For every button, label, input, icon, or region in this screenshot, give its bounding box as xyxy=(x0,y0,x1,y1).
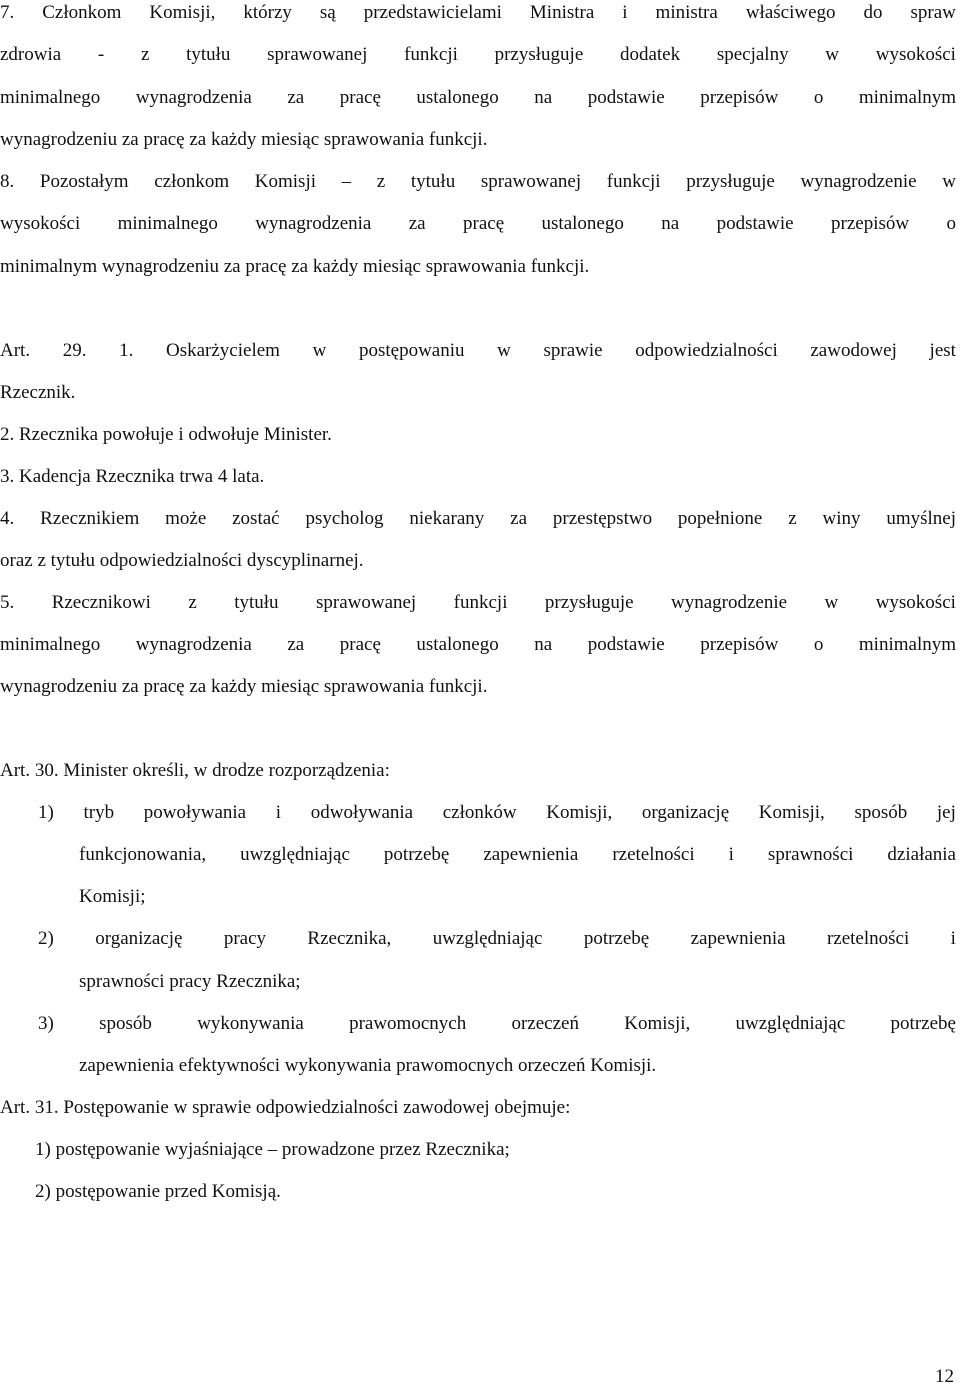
word: przedstawicielami xyxy=(363,2,502,23)
list-item: 1) postępowanie wyjaśniające – prowadzone przez Rzecznika; xyxy=(35,1139,510,1160)
word: – xyxy=(341,171,352,192)
word: jest xyxy=(929,340,956,361)
word: odpowiedzialności xyxy=(635,340,778,361)
word: ustalonego xyxy=(416,634,499,655)
word: są xyxy=(319,2,336,23)
word: przysługuje xyxy=(544,592,634,613)
word: wysokości xyxy=(875,44,956,65)
text-line: 2. Rzecznika powołuje i odwołuje Minister. xyxy=(0,424,332,445)
word: podstawie xyxy=(587,87,665,108)
word: postępowaniu xyxy=(358,340,465,361)
word: spraw xyxy=(910,2,956,23)
word: 8. xyxy=(0,171,15,192)
word: sprawie xyxy=(543,340,603,361)
word: funkcji xyxy=(606,171,661,192)
word: uwzględniając xyxy=(735,1013,846,1034)
word: 4. xyxy=(0,508,15,529)
word: pracę xyxy=(463,213,505,234)
word: psycholog xyxy=(305,508,384,529)
word: Rzecznikiem xyxy=(40,508,140,529)
word: sposób xyxy=(854,802,908,823)
word: Oskarżycielem xyxy=(166,340,280,361)
word: w xyxy=(825,44,840,65)
word: uwzględniając xyxy=(432,928,543,949)
word: minimalnym xyxy=(858,87,956,108)
word: winy xyxy=(822,508,861,529)
word: o xyxy=(813,634,824,655)
word: w xyxy=(497,340,511,361)
word: sprawowanej xyxy=(480,171,582,192)
word: tytułu xyxy=(410,171,456,192)
word: sprawności xyxy=(767,844,854,865)
word: Członkom xyxy=(42,2,122,23)
word: minimalnego xyxy=(117,213,218,234)
word: o xyxy=(813,87,824,108)
text-line: Rzecznik. xyxy=(0,382,76,403)
word: może xyxy=(165,508,207,529)
word: z xyxy=(140,44,150,65)
word: funkcji xyxy=(404,44,458,65)
word: wynagrodzenia xyxy=(135,87,252,108)
word: Rzecznika, xyxy=(307,928,392,949)
word: i xyxy=(275,802,282,823)
word: wynagrodzenie xyxy=(800,171,917,192)
word: właściwego xyxy=(745,2,836,23)
word: niekarany xyxy=(409,508,485,529)
word: potrzebę xyxy=(583,928,650,949)
word: 3) xyxy=(38,1013,54,1034)
word: na xyxy=(534,87,553,108)
word: Komisji, xyxy=(624,1013,691,1034)
word: Komisji, xyxy=(546,802,613,823)
list-item xyxy=(38,928,956,950)
word: uwzględniając xyxy=(240,844,350,865)
word: odwoływania xyxy=(310,802,414,823)
word: rzetelności xyxy=(612,844,695,865)
word: sposób xyxy=(99,1013,152,1034)
text-line: Komisji; xyxy=(79,886,146,907)
word: wysokości xyxy=(875,592,956,613)
word: umyślnej xyxy=(886,508,956,529)
word: zapewnienia xyxy=(483,844,579,865)
word: członkom xyxy=(154,171,230,192)
text-line xyxy=(0,171,956,193)
word: wynagrodzenia xyxy=(255,213,372,234)
word: przepisów xyxy=(700,634,779,655)
word: i xyxy=(622,2,628,23)
text-line xyxy=(0,592,956,614)
word: zostać xyxy=(232,508,280,529)
word: za xyxy=(408,213,426,234)
word: organizację xyxy=(641,802,730,823)
word: sprawowanej xyxy=(315,592,417,613)
word: ministra xyxy=(655,2,718,23)
word: organizację xyxy=(95,928,183,949)
text-line xyxy=(79,844,956,866)
word: minimalnego xyxy=(0,87,101,108)
word: w xyxy=(942,171,956,192)
word: Komisji xyxy=(254,171,317,192)
word: przepisów xyxy=(831,213,910,234)
word: za xyxy=(287,634,305,655)
word: potrzebę xyxy=(890,1013,956,1034)
word: pracy xyxy=(223,928,267,949)
word: członków xyxy=(442,802,517,823)
word: popełnione xyxy=(677,508,763,529)
word: podstawie xyxy=(587,634,665,655)
text-line xyxy=(0,2,956,24)
word: pracę xyxy=(339,87,381,108)
word: ustalonego xyxy=(541,213,624,234)
word: 2) xyxy=(38,928,54,949)
word: zdrowia xyxy=(0,44,62,65)
text-line: sprawności pracy Rzecznika; xyxy=(79,971,301,992)
word: przepisów xyxy=(700,87,779,108)
word: do xyxy=(863,2,883,23)
word: i xyxy=(728,844,734,865)
word: 7. xyxy=(0,2,15,23)
list-item xyxy=(38,802,956,824)
article-31-heading: Art. 31. Postępowanie w sprawie odpowiedzialności zawodowej obejmuje: xyxy=(0,1097,571,1118)
word: orzeczeń xyxy=(511,1013,579,1034)
word: przysługuje xyxy=(686,171,775,192)
word: z xyxy=(376,171,386,192)
word: rzetelności xyxy=(826,928,910,949)
word: tytułu xyxy=(234,592,279,613)
word: funkcjonowania, xyxy=(79,844,207,865)
word: 5. xyxy=(0,592,15,613)
word: przestępstwo xyxy=(552,508,653,529)
word: wynagrodzenia xyxy=(135,634,252,655)
word: w xyxy=(824,592,839,613)
word: pracę xyxy=(339,634,381,655)
text-line xyxy=(0,213,956,235)
word: tryb xyxy=(83,802,115,823)
text-line: wynagrodzeniu za pracę za każdy miesiąc sprawowania funkcji. xyxy=(0,129,488,150)
text-line xyxy=(0,87,956,109)
word: w xyxy=(312,340,327,361)
word: o xyxy=(946,213,956,234)
word: minimalnym xyxy=(858,634,956,655)
word: prawomocnych xyxy=(349,1013,467,1034)
text-line: wynagrodzeniu za pracę za każdy miesiąc sprawowania funkcji. xyxy=(0,676,488,697)
word: zapewnienia xyxy=(690,928,786,949)
word: Pozostałym xyxy=(39,171,129,192)
word: na xyxy=(534,634,553,655)
text-line: zapewnienia efektywności wykonywania prawomocnych orzeczeń Komisji. xyxy=(79,1055,657,1076)
word: jej xyxy=(936,802,956,823)
word: z xyxy=(788,508,797,529)
list-item xyxy=(38,1013,956,1035)
word: 1. xyxy=(119,340,134,361)
word: na xyxy=(661,213,680,234)
word: i xyxy=(950,928,956,949)
word: powoływania xyxy=(143,802,247,823)
article-29-heading xyxy=(0,340,956,362)
word: za xyxy=(287,87,305,108)
article-30-heading: Art. 30. Minister określi, w drodze rozporządzenia: xyxy=(0,760,390,781)
word: specjalny xyxy=(716,44,789,65)
word: dodatek xyxy=(619,44,681,65)
word: przysługuje xyxy=(494,44,584,65)
word: podstawie xyxy=(716,213,794,234)
list-item: 2) postępowanie przed Komisją. xyxy=(35,1181,281,1202)
text-line: minimalnym wynagrodzeniu za pracę za każdy miesiąc sprawowania funkcji. xyxy=(0,256,590,277)
word: sprawowanej xyxy=(267,44,368,65)
text-line xyxy=(0,508,956,530)
text-line xyxy=(0,44,956,66)
word: ustalonego xyxy=(416,87,499,108)
word: Rzecznikowi xyxy=(51,592,151,613)
page-number: 12 xyxy=(935,1366,954,1387)
word: zawodowej xyxy=(810,340,897,361)
word: działania xyxy=(887,844,956,865)
word: Ministra xyxy=(529,2,595,23)
text-line: 3. Kadencja Rzecznika trwa 4 lata. xyxy=(0,466,265,487)
word: 29. xyxy=(62,340,87,361)
word: Komisji, xyxy=(149,2,216,23)
word: potrzebę xyxy=(383,844,450,865)
word: - xyxy=(97,44,105,65)
word: 1) xyxy=(38,802,54,823)
word: Art. xyxy=(0,340,31,361)
word: wysokości xyxy=(0,213,81,234)
word: za xyxy=(510,508,528,529)
word: z xyxy=(188,592,197,613)
word: wynagrodzenie xyxy=(671,592,788,613)
word: minimalnego xyxy=(0,634,101,655)
word: Komisji, xyxy=(758,802,825,823)
word: tytułu xyxy=(186,44,231,65)
word: którzy xyxy=(243,2,292,23)
word: funkcji xyxy=(453,592,508,613)
text-line xyxy=(0,634,956,656)
word: wykonywania xyxy=(197,1013,304,1034)
text-line: oraz z tytułu odpowiedzialności dyscyplinarnej. xyxy=(0,550,364,571)
